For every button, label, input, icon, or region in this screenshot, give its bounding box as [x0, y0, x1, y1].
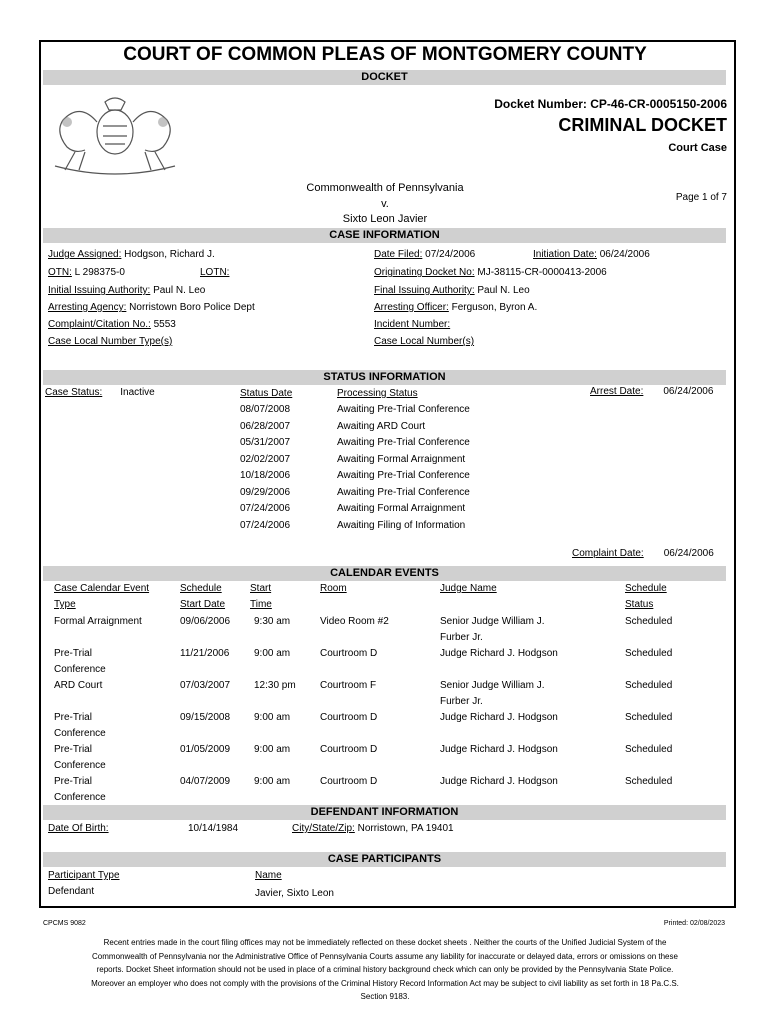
- arresting-agency-label: Arresting Agency:: [48, 302, 127, 313]
- lotn-label: LOTN:: [200, 267, 230, 278]
- calendar-row: [54, 614, 724, 646]
- status-row: [240, 468, 540, 485]
- calendar-row: [54, 710, 724, 742]
- status-row: [240, 419, 540, 436]
- initiation-date-value: 06/24/2006: [599, 249, 650, 260]
- defendant-information-bar: DEFENDANT INFORMATION: [43, 805, 726, 820]
- final-issuing-authority-row: [374, 285, 530, 296]
- complaint-date-row: [572, 548, 714, 559]
- case-status-label: Case Status:: [45, 387, 103, 398]
- start-time: 9:00 am: [254, 648, 291, 659]
- schedule-status: Scheduled: [625, 616, 673, 627]
- caption-v: v.: [381, 198, 389, 210]
- start-time: 9:00 am: [254, 776, 291, 787]
- calendar-rows: [54, 614, 724, 806]
- schedule-status: Scheduled: [625, 776, 673, 787]
- event-type: ARD Court: [54, 680, 103, 691]
- participant-type-header: Participant Type: [48, 870, 120, 881]
- start-date: 11/21/2006: [180, 648, 230, 659]
- case-local-number-label: Case Local Number(s): [374, 336, 475, 347]
- arresting-agency-row: [48, 302, 255, 313]
- criminal-docket-title: CRIMINAL DOCKET: [558, 115, 727, 135]
- arresting-officer-label: Arresting Officer:: [374, 302, 449, 313]
- start-date: 09/06/2006: [180, 616, 231, 627]
- city-state-zip-label: City/State/Zip:: [292, 823, 355, 834]
- case-local-number-type-label: Case Local Number Type(s): [48, 336, 173, 347]
- originating-docket-value: MJ-38115-CR-0000413-2006: [477, 267, 607, 278]
- event-type: Pre-Trial Conference: [54, 648, 106, 675]
- originating-docket-row: [374, 267, 607, 278]
- initiation-date-label: Initiation Date:: [533, 249, 597, 260]
- docket-number: Docket Number: CP-46-CR-0005150-2006: [494, 97, 727, 111]
- calendar-row: [54, 646, 724, 678]
- event-type: Pre-Trial Conference: [54, 712, 106, 739]
- complaint-date-label: Complaint Date:: [572, 548, 644, 559]
- room: Courtroom D: [320, 712, 378, 723]
- complaint-citation-value: 5553: [153, 319, 176, 330]
- processing-status: Awaiting Formal Arraignment: [337, 453, 466, 465]
- caption-line-3: Sixto Leon Javier: [342, 213, 428, 225]
- status-date: 05/31/2007: [240, 437, 291, 448]
- initial-issuing-authority-row: [48, 285, 205, 296]
- status-row: [240, 402, 540, 419]
- judge-name: Judge Richard J. Hodgson: [440, 776, 558, 787]
- judge-assigned-label: Judge Assigned:: [48, 249, 122, 260]
- calendar-row: [54, 774, 724, 806]
- processing-status: Awaiting Formal Arraignment: [337, 503, 466, 514]
- caption-line-1: Commonwealth of Pennsylvania: [306, 182, 464, 194]
- event-type: Pre-Trial Conference: [54, 744, 106, 771]
- start-date: 01/05/2009: [180, 744, 231, 755]
- judge-assigned-row: [48, 249, 215, 260]
- schedule-status: Scheduled: [625, 712, 673, 723]
- start-time: 9:30 am: [254, 616, 291, 627]
- participant-type: Defendant: [48, 886, 95, 897]
- event-type-header: Case Calendar Event Type: [54, 583, 150, 610]
- complaint-date-value: 06/24/2006: [663, 548, 714, 559]
- judge-name: Senior Judge William J. Furber Jr.: [440, 616, 545, 643]
- status-date: 10/18/2006: [240, 470, 291, 481]
- case-information-bar: CASE INFORMATION: [43, 228, 726, 243]
- otn-row: [48, 267, 125, 278]
- incident-number-label: Incident Number:: [374, 319, 451, 330]
- status-information-bar: STATUS INFORMATION: [43, 370, 726, 385]
- start-time: 12:30 pm: [254, 680, 296, 691]
- judge-name-header: Judge Name: [440, 583, 497, 594]
- start-date: 04/07/2009: [180, 776, 231, 787]
- arresting-agency-value: Norristown Boro Police Dept: [129, 302, 255, 313]
- start-time: 9:00 am: [254, 712, 291, 723]
- status-row: [240, 518, 540, 535]
- processing-status: Awaiting ARD Court: [337, 420, 426, 432]
- start-date: 09/15/2008: [180, 712, 231, 723]
- originating-docket-label: Originating Docket No:: [374, 267, 475, 278]
- initiation-date-row: [533, 249, 650, 260]
- processing-status: Awaiting Pre-Trial Conference: [337, 486, 470, 498]
- date-filed-label: Date Filed:: [374, 249, 423, 260]
- status-date: 02/02/2007: [240, 453, 291, 465]
- status-date-header: Status Date: [240, 388, 293, 399]
- calendar-events-bar: CALENDAR EVENTS: [43, 566, 726, 581]
- processing-status: Awaiting Pre-Trial Conference: [337, 437, 470, 448]
- judge-name: Judge Richard J. Hodgson: [440, 744, 558, 755]
- judge-name: Senior Judge William J. Furber Jr.: [440, 680, 545, 707]
- room-header: Room: [320, 583, 347, 594]
- final-issuing-authority-value: Paul N. Leo: [477, 285, 530, 296]
- room: Courtroom F: [320, 680, 377, 691]
- status-date: 06/28/2007: [240, 420, 291, 432]
- processing-status: Awaiting Filing of Information: [337, 519, 466, 531]
- complaint-citation-row: [48, 319, 176, 330]
- date-of-birth-label: Date Of Birth:: [48, 823, 109, 834]
- initial-issuing-authority-label: Initial Issuing Authority:: [48, 285, 151, 296]
- status-row: [240, 452, 540, 469]
- final-issuing-authority-label: Final Issuing Authority:: [374, 285, 475, 296]
- arresting-officer-value: Ferguson, Byron A.: [451, 302, 538, 313]
- page-number: Page 1 of 7: [675, 192, 727, 203]
- judge-name: Judge Richard J. Hodgson: [440, 648, 558, 659]
- status-date: 07/24/2006: [240, 519, 291, 531]
- docket-bar: DOCKET: [43, 70, 726, 85]
- processing-status: Awaiting Pre-Trial Conference: [337, 404, 470, 415]
- disclaimer-text: Recent entries made in the court filing offices may not be immediately reflected on these docket sheets . Neither the courts of the Unified Judicial System of the Commonwealth of Pennsylvania nor the Administrative Office of Pennsylvania Courts assume any liability for inaccurate or delayed data, errors or omissions on these reports. Docket Sheet information should not be used in place of a criminal history background check which can only be provided by the Pennsylvania State Police. Moreover an employer who does not comply with the provisions of the Criminal History Record Information Act may be subject to civil liability as set forth in 18 Pa.C.S. Section 9183.: [91, 938, 679, 1001]
- schedule-status-header: Schedule Status: [625, 583, 667, 610]
- start-date: 07/03/2007: [180, 680, 231, 691]
- judge-name: Judge Richard J. Hodgson: [440, 712, 558, 723]
- processing-status-header: Processing Status: [337, 388, 418, 399]
- status-row: [240, 501, 540, 518]
- otn-value: L 298375-0: [74, 267, 125, 278]
- otn-label: OTN:: [48, 267, 72, 278]
- schedule-status: Scheduled: [625, 680, 673, 691]
- form-number: CPCMS 9082: [43, 920, 86, 927]
- status-date: 08/07/2008: [240, 404, 291, 415]
- case-status-row: [45, 387, 155, 398]
- judge-assigned-value: Hodgson, Richard J.: [124, 249, 215, 260]
- arrest-date-value: 06/24/2006: [663, 386, 714, 397]
- arresting-officer-row: [374, 302, 537, 313]
- case-status-value: Inactive: [120, 387, 155, 398]
- schedule-status: Scheduled: [625, 648, 673, 659]
- city-state-zip-value: Norristown, PA 19401: [357, 823, 454, 834]
- court-case-label: Court Case: [668, 142, 727, 154]
- room: Courtroom D: [320, 776, 378, 787]
- pennsylvania-seal-icon: [45, 92, 185, 176]
- start-time: 9:00 am: [254, 744, 291, 755]
- court-title: COURT OF COMMON PLEAS OF MONTGOMERY COUNTY: [123, 44, 647, 65]
- event-type: Formal Arraignment: [54, 616, 142, 627]
- event-type: Pre-Trial Conference: [54, 776, 106, 803]
- start-date-header: Schedule Start Date: [180, 583, 226, 610]
- calendar-row: [54, 742, 724, 774]
- status-date: 07/24/2006: [240, 503, 291, 514]
- status-date: 09/29/2006: [240, 486, 291, 498]
- processing-status: Awaiting Pre-Trial Conference: [337, 470, 470, 481]
- date-filed-value: 07/24/2006: [425, 249, 476, 260]
- arrest-date-label: Arrest Date:: [590, 386, 644, 397]
- status-row: [240, 485, 540, 502]
- printed-date: Printed: 02/08/2023: [663, 920, 725, 927]
- date-filed-row: [374, 249, 475, 260]
- participant-name: Javier, Sixto Leon: [255, 888, 334, 899]
- status-rows: [240, 402, 540, 534]
- status-row: [240, 435, 540, 452]
- city-state-zip-row: [292, 823, 454, 834]
- case-participants-bar: CASE PARTICIPANTS: [43, 852, 726, 867]
- arrest-date-row: [590, 386, 713, 397]
- initial-issuing-authority-value: Paul N. Leo: [153, 285, 206, 296]
- start-time-header: Start Time: [250, 583, 272, 610]
- date-of-birth-value: 10/14/1984: [188, 823, 239, 834]
- complaint-citation-label: Complaint/Citation No.:: [48, 319, 151, 330]
- room: Courtroom D: [320, 744, 378, 755]
- participant-name-header: Name: [255, 870, 282, 881]
- calendar-row: [54, 678, 724, 710]
- room: Courtroom D: [320, 648, 378, 659]
- room: Video Room #2: [320, 616, 389, 627]
- schedule-status: Scheduled: [625, 744, 673, 755]
